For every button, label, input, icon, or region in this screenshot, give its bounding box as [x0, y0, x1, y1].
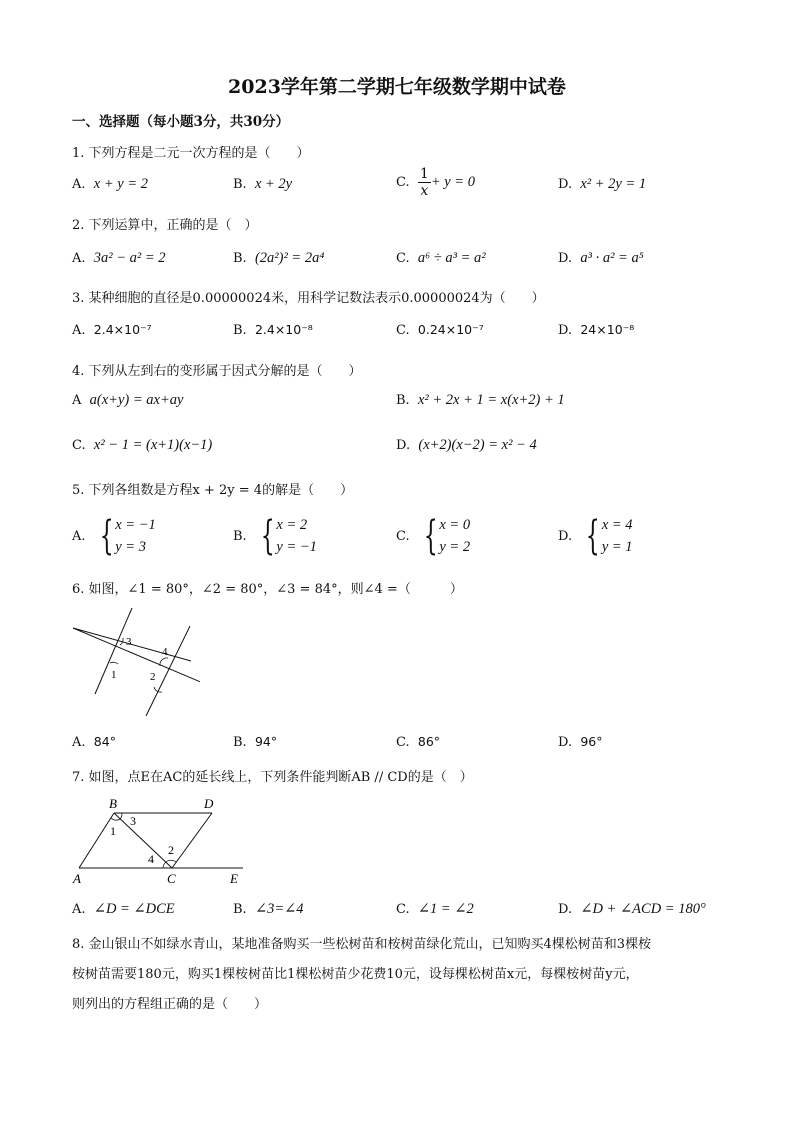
option-letter: A.: [72, 735, 86, 750]
q5-option-a[interactable]: [72, 514, 156, 558]
option-expr: 2.4×10⁻⁸: [254, 322, 313, 337]
q3-option-a[interactable]: [72, 322, 152, 338]
page-title: 2023学年第二学期七年级数学期中试卷: [228, 76, 566, 98]
option-expr: x² + 2y = 1: [580, 176, 647, 192]
option-expr: a⁶ ÷ a³ = a²: [417, 250, 486, 266]
equation-system: { x = 2 y = −1: [260, 513, 317, 559]
question-1-stem: 1. 下列方程是二元一次方程的是（ ）: [72, 146, 310, 161]
option-letter: D.: [396, 438, 411, 453]
equation-line: x = 2: [276, 517, 308, 533]
q7-figure: [70, 794, 250, 886]
q7-option-b[interactable]: [233, 901, 304, 918]
option-expr: x² + 2x + 1 = x(x+2) + 1: [417, 392, 565, 408]
q1-option-a[interactable]: [72, 176, 148, 193]
option-expr: 3a² − a² = 2: [93, 250, 166, 266]
option-expr: 24×10⁻⁸: [580, 322, 635, 337]
option-letter: C.: [396, 175, 410, 190]
equation-line: y = −1: [276, 539, 317, 555]
option-letter: D.: [558, 251, 573, 266]
option-letter: B.: [233, 735, 247, 750]
option-letter: C.: [396, 902, 410, 917]
option-expr: x + y = 2: [93, 176, 148, 192]
equation-line: x = 0: [439, 517, 471, 533]
question-7-stem: 7. 如图，点E在AC的延长线上，下列条件能判断AB // CD的是（ ）: [72, 770, 473, 785]
option-letter: A.: [72, 902, 86, 917]
option-expr: a³ · a² = a⁵: [580, 250, 644, 266]
point-label-b: B: [109, 796, 117, 811]
angle-arc: [110, 662, 118, 664]
angle-label-3: 3: [126, 636, 132, 648]
segment-c-d: [172, 813, 212, 868]
option-letter: A.: [72, 251, 86, 266]
option-letter: D.: [558, 323, 573, 338]
point-label-e: E: [230, 871, 238, 886]
numerator: 1: [419, 166, 429, 182]
option-letter: D.: [558, 528, 573, 544]
angle-label-2: 2: [150, 671, 156, 683]
option-value: 96°: [580, 734, 603, 749]
angle-arc: [166, 860, 176, 862]
option-expr: 0.24×10⁻⁷: [417, 322, 484, 337]
q3-option-c[interactable]: [396, 322, 484, 338]
option-value: 86°: [417, 734, 441, 749]
q1-option-d[interactable]: [558, 176, 646, 193]
angle-label-4: 4: [148, 852, 154, 866]
option-letter: A.: [72, 177, 86, 192]
equation-system: { x = 0 y = 2: [423, 513, 471, 559]
q1-option-c[interactable]: [396, 166, 475, 199]
q5-option-b[interactable]: [233, 514, 317, 558]
fraction: [418, 166, 431, 199]
option-letter: C.: [72, 438, 86, 453]
option-letter: A.: [72, 323, 86, 338]
option-expr: ∠D + ∠ACD = 180°: [580, 901, 706, 917]
option-letter: B.: [233, 902, 247, 917]
option-letter: B.: [233, 528, 247, 544]
point-label-a: A: [73, 871, 81, 886]
question-8-line-3: 则列出的方程组正确的是（ ）: [72, 997, 268, 1012]
option-expr: ∠D = ∠DCE: [93, 901, 175, 917]
question-8-line-2: 桉树苗需要180元，购买1棵桉树苗比1棵松树苗少花费10元，设每棵松树苗x元，每棵桉树苗y元，: [72, 967, 639, 982]
option-letter: B.: [233, 177, 247, 192]
angle-arc: [111, 818, 120, 820]
q7-option-a[interactable]: [72, 901, 175, 918]
option-expr: ∠3=∠4: [254, 901, 304, 917]
option-letter: C.: [396, 323, 410, 338]
option-expr: + y = 0: [430, 174, 475, 190]
angle-label-2: 2: [168, 843, 174, 857]
q6-option-d[interactable]: [558, 734, 603, 750]
question-4-stem: 4. 下列从左到右的变形属于因式分解的是（ ）: [72, 364, 362, 379]
option-letter: B.: [233, 251, 247, 266]
segment-a-b: [79, 813, 114, 868]
option-expr: x + 2y: [254, 176, 293, 192]
q7-option-d[interactable]: [558, 901, 706, 918]
q2-option-c[interactable]: [396, 250, 486, 267]
q6-option-c[interactable]: [396, 734, 440, 750]
option-expr: ∠1 = ∠2: [417, 901, 474, 917]
q6-option-a[interactable]: [72, 734, 116, 750]
option-expr: (x+2)(x−2) = x² − 4: [418, 437, 537, 453]
option-letter: C.: [396, 735, 410, 750]
option-letter: D.: [558, 735, 573, 750]
angle-arc: [163, 862, 166, 868]
q2-option-a[interactable]: [72, 250, 166, 267]
equation-line: y = 2: [439, 539, 471, 555]
equation-system: { x = 4 y = 1: [586, 513, 633, 559]
angle-arc: [120, 813, 122, 819]
q4-option-c[interactable]: [72, 437, 212, 454]
q2-option-d[interactable]: [558, 250, 644, 267]
question-2-stem: 2. 下列运算中，正确的是（ ）: [72, 218, 258, 233]
q3-option-d[interactable]: [558, 322, 634, 338]
equation-line: x = −1: [115, 517, 156, 533]
question-3-stem: 3. 某种细胞的直径是0.00000024米，用科学记数法表示0.00000024为（ ）: [72, 291, 545, 306]
equation-line: y = 3: [115, 539, 146, 555]
q1-option-b[interactable]: [233, 176, 292, 193]
angle-arc: [154, 687, 162, 692]
transversal-line-lower: [73, 628, 200, 694]
point-label-d: D: [204, 796, 214, 811]
option-value: 84°: [93, 734, 116, 749]
q5-option-d[interactable]: [558, 514, 633, 558]
option-letter: A.: [72, 528, 86, 544]
angle-label-3: 3: [130, 814, 136, 828]
equation-line: x = 4: [601, 517, 633, 533]
angle-label-4: 4: [162, 646, 168, 658]
option-letter: D.: [558, 177, 573, 192]
option-expr: a(x+y) = ax+ay: [89, 392, 184, 408]
q7-option-c[interactable]: [396, 901, 474, 918]
option-value: 94°: [254, 734, 278, 749]
q5-option-c[interactable]: [396, 514, 470, 558]
option-letter: B.: [233, 323, 247, 338]
question-8-line-1: 8. 金山银山不如绿水青山，某地准备购买一些松树苗和桉树苗绿化荒山，已知购买4棵松树苗和3棵桉: [72, 937, 652, 952]
q3-option-b[interactable]: [233, 322, 313, 338]
option-letter: C.: [396, 528, 410, 544]
q6-option-b[interactable]: [233, 734, 277, 750]
q4-option-d[interactable]: [396, 437, 537, 454]
q4-option-b[interactable]: [396, 392, 565, 409]
denominator: x: [420, 183, 429, 199]
option-letter: A: [72, 393, 82, 408]
option-expr: 2.4×10⁻⁷: [93, 322, 152, 337]
q6-figure: [70, 608, 200, 718]
equation-system: { x = −1 y = 3: [99, 513, 156, 559]
segment-b-c: [114, 813, 172, 868]
option-letter: B.: [396, 393, 410, 408]
point-label-c: C: [167, 871, 176, 886]
section-heading: 一、选择题（每小题3分，共30分）: [72, 114, 290, 130]
question-6-stem: 6. 如图，∠1 = 80°，∠2 = 80°，∠3 = 84°，则∠4 =（ ）: [72, 582, 463, 597]
angle-label-1: 1: [111, 669, 117, 681]
angle-label-1: 1: [110, 824, 116, 838]
option-expr: (2a²)² = 2a⁴: [254, 250, 325, 266]
option-letter: C.: [396, 251, 410, 266]
option-expr: x² − 1 = (x+1)(x−1): [93, 437, 213, 453]
equation-line: y = 1: [601, 539, 633, 555]
q2-option-b[interactable]: [233, 250, 324, 267]
option-letter: D.: [558, 902, 573, 917]
question-5-stem: 5. 下列各组数是方程x + 2y = 4的解是（ ）: [72, 483, 354, 498]
transversal-line-upper: [73, 628, 191, 661]
q4-option-a[interactable]: [72, 392, 183, 409]
